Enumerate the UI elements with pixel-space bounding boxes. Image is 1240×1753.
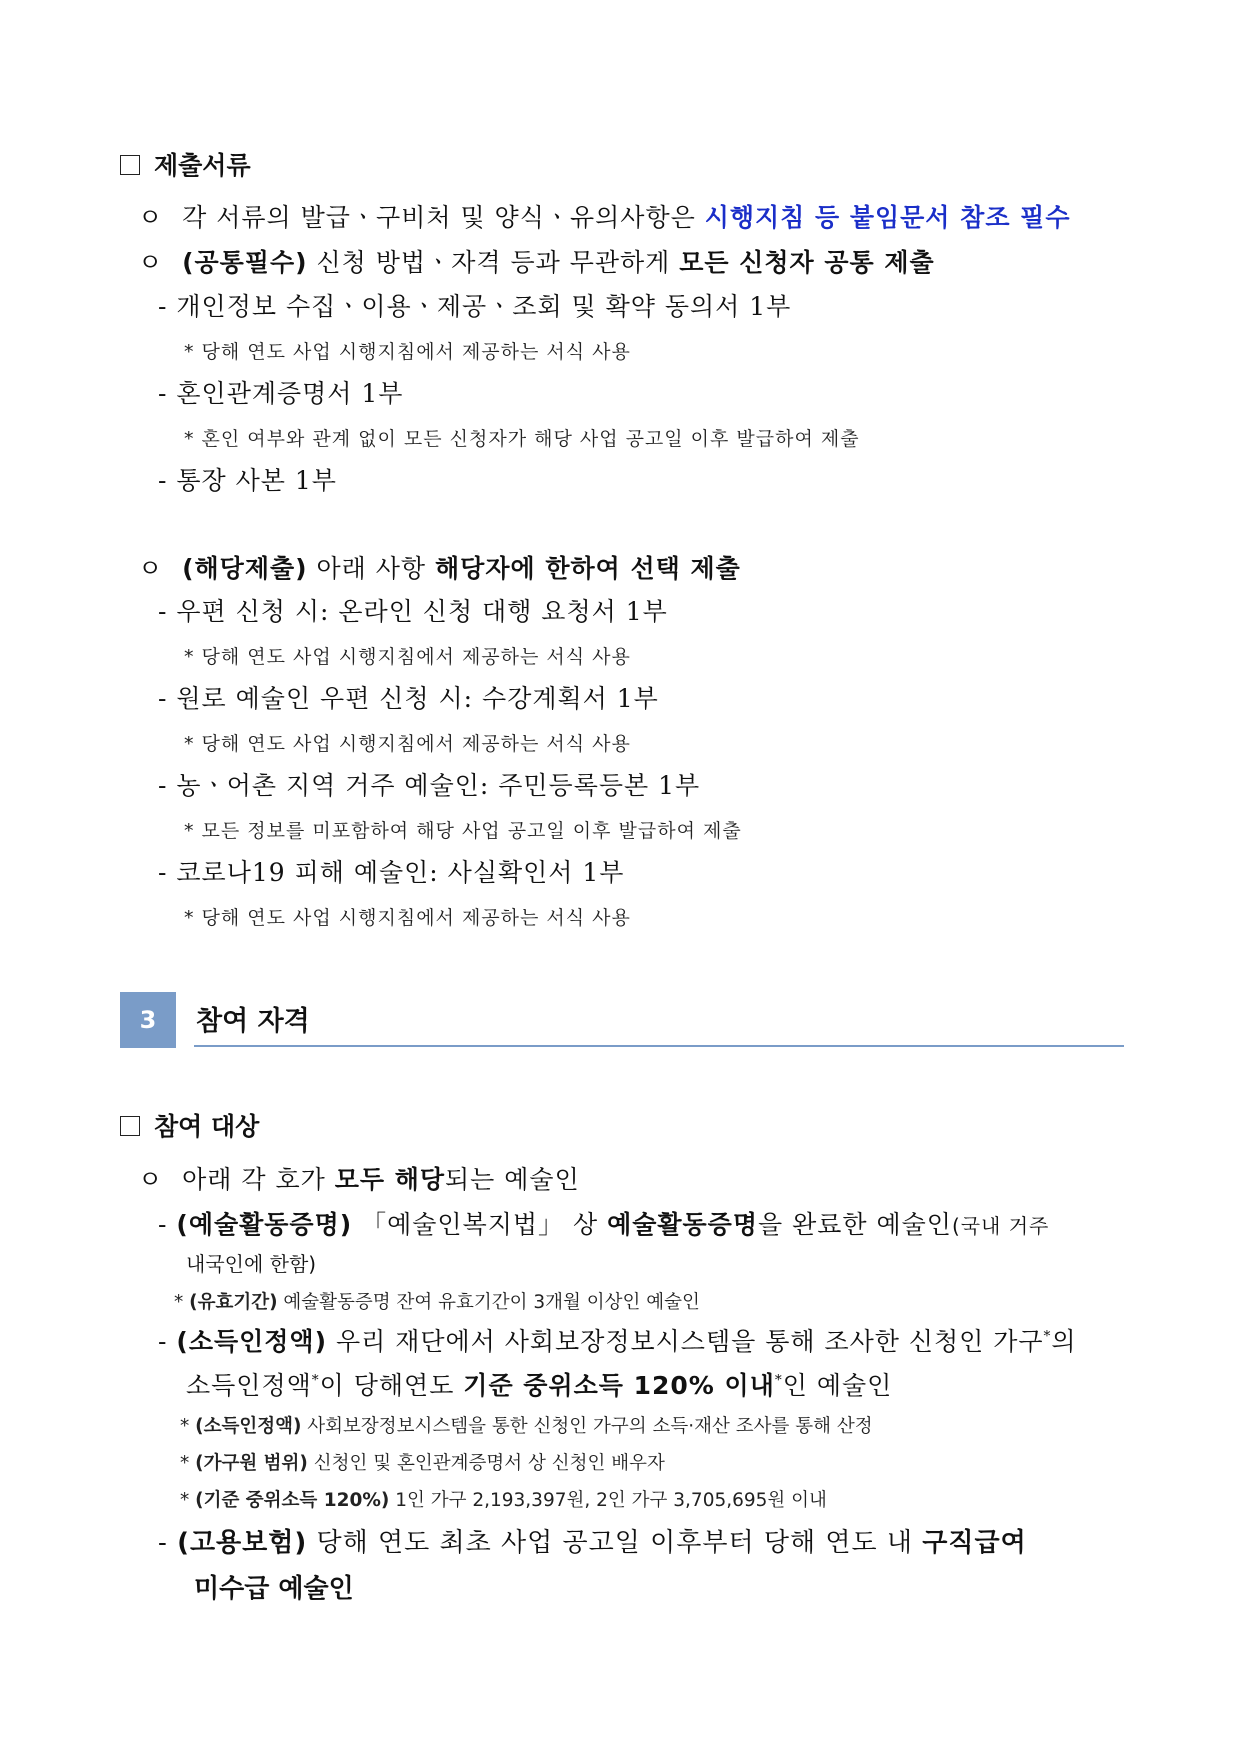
insurance-label: (고용보험) (177, 1528, 308, 1558)
art-small: (국내 거주 (951, 1214, 1050, 1238)
optional-bold: 해당자에 한하여 선택 제출 (435, 554, 741, 583)
income-note: * (가구원 범위) 신청인 및 혼인관계증명서 상 신청인 배우자 (180, 1453, 665, 1474)
note-label: (소득인정액) (195, 1416, 302, 1437)
income-line: - (소득인정액) 우리 재단에서 사회보장정보시스템을 통해 조사한 신청인 가구*의 (158, 1327, 1077, 1356)
common-bold: 모든 신청자 공통 제출 (679, 248, 935, 277)
common-line (138, 243, 935, 279)
list-item: - 농ㆍ어촌 지역 거주 예술인: 주민등록등본 1부 (158, 771, 701, 800)
income-note: * (기준 중위소득 120%) 1인 가구 2,193,397원, 2인 가구 3,705,695원 이내 (180, 1490, 827, 1511)
common-text: 신청 방법ㆍ자격 등과 무관하게 (307, 248, 680, 277)
list-item: - 혼인관계증명서 1부 (158, 379, 404, 408)
note-text: 신청인 및 혼인관계증명서 상 신청인 배우자 (307, 1453, 665, 1474)
circle-marker: ㅇ (138, 248, 164, 277)
dash-marker: - (158, 1210, 168, 1239)
circle-marker: ㅇ (138, 554, 164, 583)
optional-line (138, 549, 741, 585)
note-label: (가구원 범위) (195, 1453, 308, 1474)
list-item: - 우편 신청 시: 온라인 신청 대행 요청서 1부 (158, 597, 668, 626)
art-note: * (유효기간) 예술활동증명 잔여 유효기간이 3개월 이상인 예술인 (174, 1292, 700, 1313)
income-line2-bold: 기준 중위소득 120% 이내 (463, 1371, 775, 1400)
list-item: - 개인정보 수집ㆍ이용ㆍ제공ㆍ조회 및 확약 동의서 1부 (158, 292, 792, 321)
art-line (158, 1205, 1049, 1241)
list-note: * 혼인 여부와 관계 없이 모든 신청자가 해당 사업 공고일 이후 발급하여 제출 (184, 428, 860, 450)
note-text: 사회보장정보시스템을 통한 신청인 가구의 소득·재산 조사를 통해 산정 (301, 1416, 873, 1437)
list-note: * 당해 연도 사업 시행지침에서 제공하는 서식 사용 (184, 646, 631, 668)
section-divider (194, 1045, 1124, 1047)
list-item: - 통장 사본 1부 (158, 466, 337, 495)
heading-text: 제출서류 (154, 151, 251, 180)
intro-line (138, 198, 1070, 234)
checkbox-square-icon (120, 155, 140, 175)
insurance-line (158, 1522, 1027, 1559)
list-note: * 당해 연도 사업 시행지침에서 제공하는 서식 사용 (184, 907, 631, 929)
insurance-text: 당해 연도 최초 사업 공고일 이후부터 당해 연도 내 (307, 1528, 923, 1558)
intro-bold: 모두 해당 (334, 1165, 446, 1194)
common-label: (공통필수) (182, 248, 308, 277)
income-line2: 소득인정액*이 당해연도 기준 중위소득 120% 이내*인 예술인 (186, 1371, 893, 1400)
submit-docs-heading (120, 146, 251, 182)
optional-text: 아래 사항 (307, 554, 436, 583)
income-line2-pre: 소득인정액 (186, 1371, 312, 1400)
income-post: 의 (1051, 1327, 1077, 1356)
insurance-line2-text: 미수급 예술인 (194, 1574, 354, 1604)
note-label: (유효기간) (189, 1292, 278, 1313)
optional-label: (해당제출) (182, 554, 308, 583)
note-label: (기준 중위소득 120%) (195, 1490, 390, 1511)
art-line2: 내국인에 한함) (186, 1252, 317, 1276)
circle-marker: ㅇ (138, 1165, 164, 1194)
intro-text: 각 서류의 발급ㆍ구비처 및 양식ㆍ유의사항은 (182, 203, 705, 232)
income-line2-mid: 이 당해연도 (319, 1371, 464, 1400)
income-pre: 우리 재단에서 사회보장정보시스템을 통해 조사한 신청인 가구 (327, 1327, 1044, 1356)
circle-marker: ㅇ (138, 203, 164, 232)
note-text: 1인 가구 2,193,397원, 2인 가구 3,705,695원 이내 (389, 1490, 827, 1511)
dash-marker: - (158, 1528, 168, 1558)
income-line2-post: 인 예술인 (782, 1371, 893, 1400)
art-pre: 「예술인복지법」 상 (352, 1210, 608, 1239)
income-note: * (소득인정액) 사회보장정보시스템을 통한 신청인 가구의 소득·재산 조사를 통해 산정 (180, 1416, 873, 1437)
list-note: * 당해 연도 사업 시행지침에서 제공하는 서식 사용 (184, 733, 631, 755)
insurance-line2 (194, 1568, 354, 1605)
intro-post: 되는 예술인 (445, 1165, 580, 1194)
art-bold: 예술활동증명 (607, 1210, 758, 1239)
art-label: (예술활동증명) (176, 1210, 353, 1239)
heading-text: 참여 대상 (154, 1112, 260, 1141)
section-title: 참여 자격 (196, 1006, 310, 1037)
intro-highlight: 시행지침 등 붙임문서 참조 필수 (704, 203, 1071, 232)
list-note: * 당해 연도 사업 시행지침에서 제공하는 서식 사용 (184, 341, 631, 363)
checkbox-square-icon (120, 1116, 140, 1136)
participants-heading (120, 1107, 259, 1143)
section-number-badge: 3 (120, 992, 176, 1048)
insurance-bold: 구직급여 (922, 1528, 1027, 1558)
list-note: * 모든 정보를 미포함하여 해당 사업 공고일 이후 발급하여 제출 (184, 820, 742, 842)
art-post: 을 완료한 예술인 (757, 1210, 952, 1239)
list-item: - 코로나19 피해 예술인: 사실확인서 1부 (158, 858, 625, 887)
intro-pre: 아래 각 호가 (182, 1165, 335, 1194)
income-label: (소득인정액) (176, 1327, 328, 1356)
dash-marker: - (158, 1327, 168, 1356)
note-text: 예술활동증명 잔여 유효기간이 3개월 이상인 예술인 (277, 1292, 700, 1313)
participants-intro (138, 1160, 580, 1196)
list-item: - 원로 예술인 우편 신청 시: 수강계획서 1부 (158, 684, 659, 713)
